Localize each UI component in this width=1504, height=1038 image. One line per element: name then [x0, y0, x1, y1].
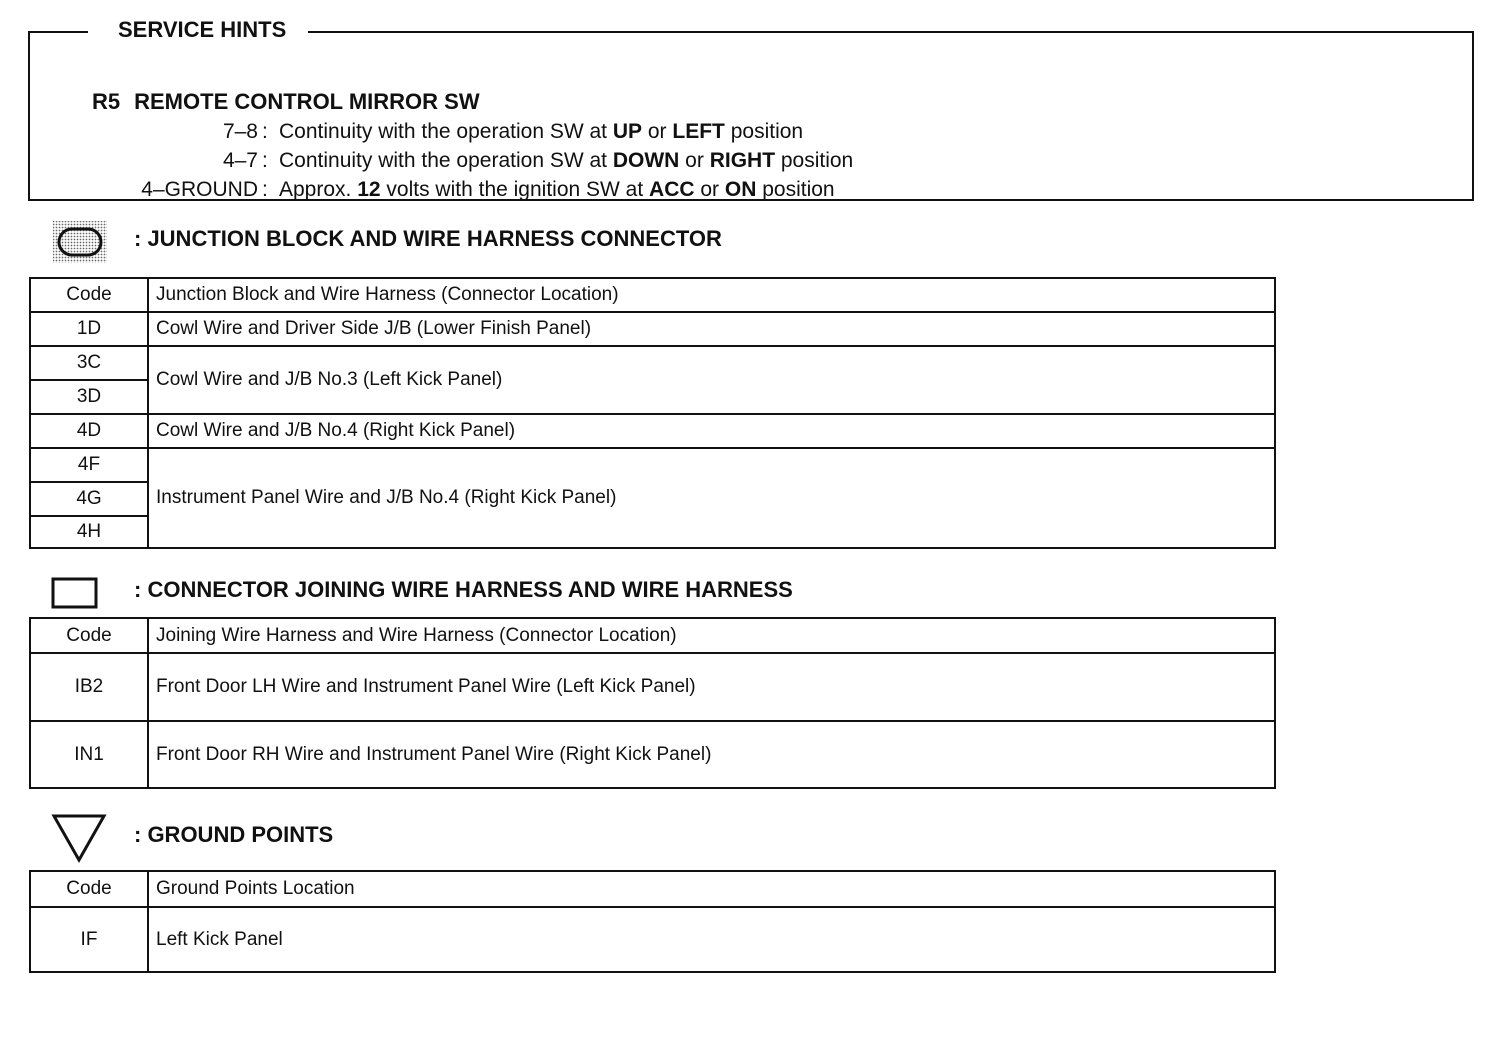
table-header-row — [30, 618, 1275, 653]
location-header: Ground Points Location — [148, 871, 1275, 907]
table-row — [30, 721, 1275, 788]
location-cell: Front Door LH Wire and Instrument Panel Wire (Left Kick Panel) — [148, 653, 1275, 721]
code-cell: IB2 — [30, 653, 148, 721]
table-row — [30, 448, 1275, 482]
junction-block-symbol-icon — [52, 220, 108, 264]
hint-condition: 7–8 — [222, 120, 258, 143]
hint-segment-bold: 12 — [357, 178, 381, 201]
table-row — [30, 907, 1275, 972]
hint-segment: Approx. — [279, 178, 358, 201]
service-hints-box — [28, 31, 1474, 201]
hint-segment-bold: ACC — [649, 178, 695, 201]
junction-table — [29, 277, 1276, 549]
connector-section-title: : CONNECTOR JOINING WIRE HARNESS AND WIRE HARNESS — [134, 577, 793, 602]
location-cell: Cowl Wire and Driver Side J/B (Lower Finish Panel) — [148, 312, 1275, 346]
hint-colon: : — [262, 178, 268, 201]
code-header: Code — [30, 871, 148, 907]
hint-segment-bold: UP — [612, 120, 643, 143]
hint-segment: or — [642, 120, 673, 143]
location-cell: Cowl Wire and J/B No.4 (Right Kick Panel) — [148, 414, 1275, 448]
code-cell: IF — [30, 907, 148, 972]
component-code: R5 — [92, 89, 121, 114]
code-cell: 3C — [30, 346, 148, 380]
table-row — [30, 346, 1275, 380]
code-header: Code — [30, 278, 148, 312]
location-cell: Left Kick Panel — [148, 907, 1275, 972]
hint-text — [279, 176, 835, 204]
table-row — [30, 414, 1275, 448]
code-cell: 4H — [30, 516, 148, 548]
hint-segment: volts with the ignition SW at — [380, 178, 650, 201]
table-row — [30, 312, 1275, 346]
hint-segment: Continuity with the operation SW at — [279, 120, 613, 143]
code-cell: 4D — [30, 414, 148, 448]
hint-colon: : — [262, 120, 268, 143]
code-cell: 1D — [30, 312, 148, 346]
location-cell: Cowl Wire and J/B No.3 (Left Kick Panel) — [148, 346, 1275, 414]
hint-segment-bold: ON — [724, 178, 757, 201]
hint-segment: position — [756, 178, 835, 201]
table-header-row — [30, 278, 1275, 312]
junction-section-title: : JUNCTION BLOCK AND WIRE HARNESS CONNECTOR — [134, 226, 722, 251]
code-header: Code — [30, 618, 148, 653]
code-cell: 4F — [30, 448, 148, 482]
ground-table — [29, 870, 1276, 973]
location-header: Junction Block and Wire Harness (Connector Location) — [148, 278, 1275, 312]
code-cell: IN1 — [30, 721, 148, 788]
component-name: REMOTE CONTROL MIRROR SW — [134, 89, 480, 114]
hint-condition: 4–GROUND — [141, 178, 258, 201]
hint-text — [279, 147, 853, 175]
ground-section-title: : GROUND POINTS — [134, 822, 334, 847]
hint-condition: 4–7 — [222, 149, 258, 172]
hint-segment: or — [679, 149, 710, 172]
table-row — [30, 653, 1275, 721]
ground-triangle-symbol-icon — [50, 812, 108, 864]
location-cell: Instrument Panel Wire and J/B No.4 (Right Kick Panel) — [148, 448, 1275, 548]
component-heading — [92, 88, 480, 116]
hint-segment: position — [724, 120, 804, 143]
location-cell: Front Door RH Wire and Instrument Panel Wire (Right Kick Panel) — [148, 721, 1275, 788]
hint-segment-bold: RIGHT — [709, 149, 776, 172]
location-header: Joining Wire Harness and Wire Harness (Connector Location) — [148, 618, 1275, 653]
hint-segment-bold: DOWN — [612, 149, 680, 172]
hint-text — [279, 118, 803, 146]
service-hints-title: SERVICE HINTS — [88, 16, 308, 44]
hint-segment: position — [775, 149, 854, 172]
table-header-row — [30, 871, 1275, 907]
code-cell: 4G — [30, 482, 148, 516]
hint-segment: or — [694, 178, 725, 201]
hint-colon: : — [262, 149, 268, 172]
hint-segment-bold: LEFT — [672, 120, 725, 143]
hint-segment: Continuity with the operation SW at — [279, 149, 613, 172]
connector-table — [29, 617, 1276, 789]
connector-square-symbol-icon — [50, 575, 100, 611]
code-cell: 3D — [30, 380, 148, 414]
